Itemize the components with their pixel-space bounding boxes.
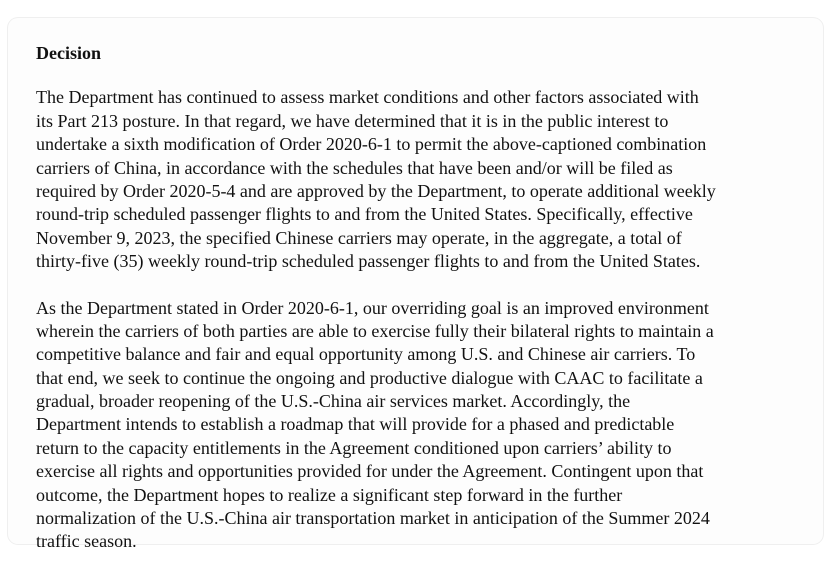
paragraph-line: As the Department stated in Order 2020-6-1, our overriding goal is an improved environment (36, 297, 709, 318)
paragraph-line: normalization of the U.S.-China air transportation market in anticipation of the Summer 2024 (36, 508, 710, 529)
paragraph-line: carriers of China, in accordance with the schedules that have been and/or will be filed as (36, 157, 673, 178)
paragraph-2 (36, 297, 816, 554)
section-heading: Decision (36, 43, 101, 63)
paragraph-line: required by Order 2020-5-4 and are approved by the Department, to operate additional weekly (36, 180, 716, 201)
paragraph-line: competitive balance and fair and equal opportunity among U.S. and Chinese air carriers. To (36, 344, 696, 365)
paragraph-line: exercise all rights and opportunities provided for under the Agreement. Contingent upon that (36, 461, 704, 482)
document-body (36, 42, 816, 577)
paragraph-line: undertake a sixth modification of Order 2020-6-1 to permit the above-captioned combination (36, 134, 707, 155)
paragraph-line: thirty-five (35) weekly round-trip scheduled passenger flights to and from the United States. (36, 251, 701, 272)
paragraph-line: The Department has continued to assess market conditions and other factors associated with (36, 87, 699, 108)
paragraph-1 (36, 86, 816, 273)
paragraph-line: round-trip scheduled passenger flights to and from the United States. Specifically, effective (36, 204, 693, 225)
paragraph-line: its Part 213 posture. In that regard, we have determined that it is in the public interest to (36, 110, 669, 131)
paragraph-line: wherein the carriers of both parties are able to exercise fully their bilateral rights to maintain a (36, 320, 714, 341)
paragraph-line: November 9, 2023, the specified Chinese carriers may operate, in the aggregate, a total of (36, 227, 682, 248)
paragraph-line: return to the capacity entitlements in the Agreement conditioned upon carriers’ ability to (36, 437, 672, 458)
paragraph-line: that end, we seek to continue the ongoing and productive dialogue with CAAC to facilitate a (36, 367, 703, 388)
paragraph-line: gradual, broader reopening of the U.S.-China air services market. Accordingly, the (36, 391, 631, 412)
document-card (8, 18, 823, 552)
paragraph-line: Department intends to establish a roadmap that will provide for a phased and predictable (36, 414, 675, 435)
paragraph-line: traffic season. (36, 531, 137, 552)
paragraph-line: outcome, the Department hopes to realize a significant step forward in the further (36, 484, 623, 505)
